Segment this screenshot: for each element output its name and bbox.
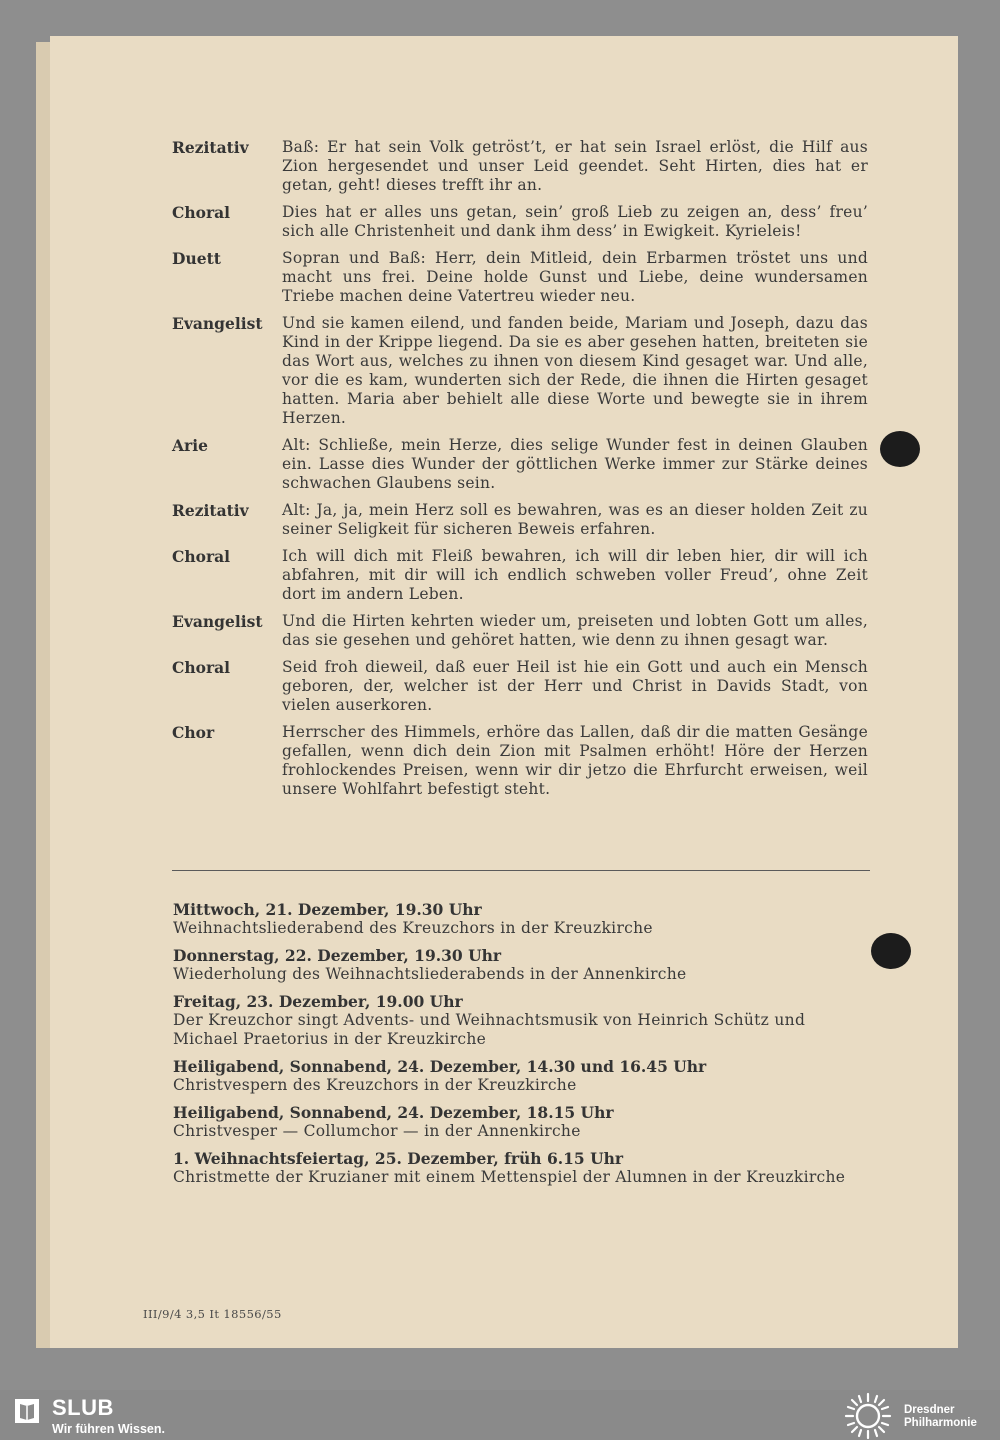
libretto-row (172, 249, 872, 306)
movement-text: Sopran und Baß: Herr, dein Mitleid, dein Erbarmen tröstet uns und macht uns frei. Deine holde Gunst und Liebe, deine wundersamen Triebe machen deine Vatertreu wieder neu. (282, 249, 868, 305)
event-item (173, 1057, 873, 1095)
libretto-row (172, 138, 872, 195)
movement-label: Rezitativ (172, 138, 249, 157)
event-title: Donnerstag, 22. Dezember, 19.30 Uhr (173, 946, 502, 965)
libretto-row (172, 314, 872, 428)
movement-text: Dies hat er alles uns getan, sein’ groß Lieb zu zeigen an, dess’ freu’ sich alle Christenheit und dank ihm dess’ in Ewigkeit. Kyrieleis! (282, 203, 868, 240)
event-description: Christvesper — Collumchor — in der Annenkirche (173, 1122, 581, 1140)
footer-bar (0, 1390, 1000, 1439)
event-item (173, 900, 873, 938)
event-description: Wiederholung des Weihnachtsliederabends in der Annenkirche (173, 965, 687, 983)
movement-text: Alt: Schließe, mein Herze, dies selige Wunder fest in deinen Glauben ein. Lasse dies Wunder der göttlichen Werke immer zur Stärke deines schwachen Glaubens sein. (282, 436, 868, 492)
movement-label: Choral (172, 547, 231, 566)
libretto-row (172, 547, 872, 604)
movement-text: Und die Hirten kehrten wieder um, preiseten und lobten Gott um alles, das sie gesehen und gehöret hatten, wie denn zu ihnen gesagt war. (282, 612, 868, 649)
movement-text: Seid froh dieweil, daß euer Heil ist hie ein Gott und auch ein Mensch geboren, der, welcher ist der Herr und Christ in Davids Stadt, von vielen auserkoren. (282, 658, 868, 714)
event-title: 1. Weihnachtsfeiertag, 25. Dezember, früh 6.15 Uhr (173, 1149, 624, 1168)
partner-name-line2: Philharmonie (904, 1417, 977, 1429)
movement-text: Alt: Ja, ja, mein Herz soll es bewahren, was es an dieser holden Zeit zu seiner Seligkeit für sicheren Beweis erfahren. (282, 501, 868, 538)
movement-text: Baß: Er hat sein Volk getröst’t, er hat sein Israel erlöst, die Hilf aus Zion hergesendet und unser Leid geendet. Seht Hirten, dies hat er getan, geht! dieses trefft ihr an. (282, 138, 868, 194)
section-divider (172, 870, 870, 871)
event-title: Heiligabend, Sonnabend, 24. Dezember, 14.30 und 16.45 Uhr (173, 1057, 707, 1076)
sunburst-logo-icon (842, 1392, 894, 1440)
movement-text: Ich will dich mit Fleiß bewahren, ich will dir leben hier, dir will ich abfahren, mit dir will ich endlich schweben voller Freud’, ohne Zeit dort im andern Leben. (282, 547, 868, 603)
movement-label: Duett (172, 249, 221, 268)
event-item (173, 946, 873, 984)
event-description: Der Kreuzchor singt Advents- und Weihnachtsmusik von Heinrich Schütz und Michael Praetorius in der Kreuzkirche (173, 1011, 806, 1048)
movement-label: Choral (172, 203, 231, 222)
libretto-row (172, 436, 872, 493)
movement-text: Und sie kamen eilend, und fanden beide, Mariam und Joseph, dazu das Kind in der Krippe liegend. Da sie es aber gesehen hatten, breiteten sie das Wort aus, welches zu ihnen von diesem Kind gesaget war. Und alle, vor die es kam, wunderten sich der Rede, die ihnen die Hirten gesaget hatten. Maria aber behielt alle diese Worte und bewegte sie in ihrem Herzen. (282, 314, 868, 427)
libretto-row (172, 612, 872, 650)
libretto-row (172, 203, 872, 241)
movement-label: Rezitativ (172, 501, 249, 520)
slub-name: SLUB (52, 1395, 114, 1420)
partner-name-line1: Dresdner (904, 1404, 955, 1416)
libretto-row (172, 658, 872, 715)
punch-hole (880, 431, 920, 467)
event-description: Christvespern des Kreuzchors in der Kreuzkirche (173, 1076, 577, 1094)
event-title: Heiligabend, Sonnabend, 24. Dezember, 18.15 Uhr (173, 1103, 614, 1122)
book-logo-icon (12, 1396, 42, 1426)
movement-label: Chor (172, 723, 215, 742)
libretto-section (172, 138, 872, 807)
libretto-row (172, 501, 872, 539)
event-item (173, 1103, 873, 1141)
movement-label: Evangelist (172, 314, 263, 333)
punch-hole (871, 933, 911, 969)
movement-label: Arie (172, 436, 208, 455)
event-description: Christmette der Kruzianer mit einem Mettenspiel der Alumnen in der Kreuzkirche (173, 1168, 846, 1186)
libretto-row (172, 723, 872, 799)
event-description: Weihnachtsliederabend des Kreuzchors in der Kreuzkirche (173, 919, 653, 937)
print-imprint: III/9/4 3,5 It 18556/55 (143, 1307, 282, 1321)
event-item (173, 1149, 873, 1187)
event-title: Mittwoch, 21. Dezember, 19.30 Uhr (173, 900, 482, 919)
event-item (173, 992, 873, 1049)
events-section (173, 900, 873, 1195)
movement-text: Herrscher des Himmels, erhöre das Lallen, daß dir die matten Gesänge gefallen, wenn dich dein Zion mit Psalmen erhöht! Höre der Herzen frohlockendes Preisen, wenn wir dir jetzo die Ehrfurcht erweisen, weil unsere Wohlfahrt befestigt steht. (282, 723, 868, 798)
movement-label: Evangelist (172, 612, 263, 631)
event-title: Freitag, 23. Dezember, 19.00 Uhr (173, 992, 463, 1011)
slub-tagline: Wir führen Wissen. (52, 1422, 165, 1436)
partner-name (904, 1404, 977, 1430)
movement-label: Choral (172, 658, 231, 677)
